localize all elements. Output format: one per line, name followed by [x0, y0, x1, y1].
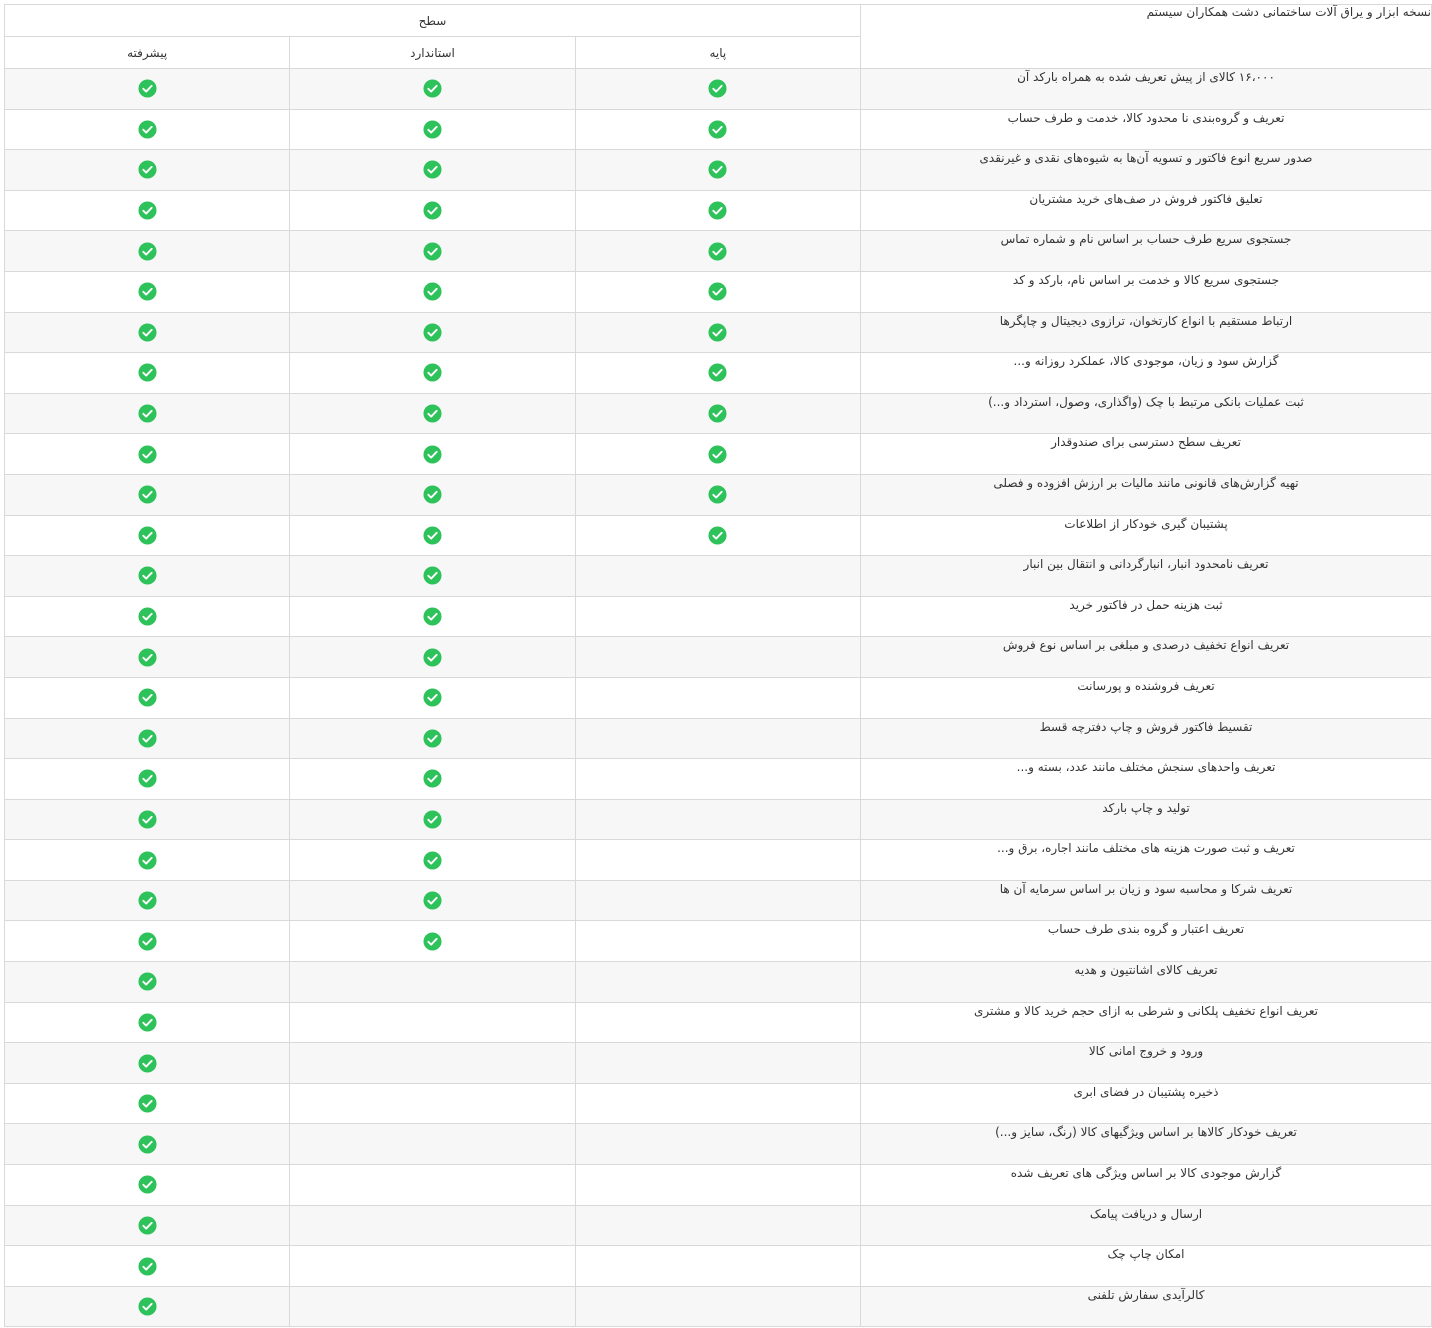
feature-comparison-table [4, 4, 1432, 1327]
table-row [5, 1083, 1432, 1124]
cell-standard [290, 596, 575, 637]
cell-advanced [5, 353, 290, 394]
table-title: نسخه ابزار و یراق آلات ساختمانی دشت همکاران سیستم [861, 5, 1432, 69]
check-circle-icon [138, 201, 157, 220]
check-circle-icon [138, 282, 157, 301]
check-circle-icon [423, 323, 442, 342]
feature-label: امکان چاپ چک [861, 1246, 1432, 1287]
check-circle-icon [138, 688, 157, 707]
check-circle-icon [708, 363, 727, 382]
cell-basic [575, 434, 860, 475]
cell-standard [290, 312, 575, 353]
cell-standard [290, 962, 575, 1003]
cell-basic [575, 150, 860, 191]
cell-standard [290, 231, 575, 272]
check-circle-icon [423, 79, 442, 98]
feature-label: ۱۶،۰۰۰ کالای از پیش تعریف شده به همراه بارکد آن [861, 69, 1432, 110]
feature-label: ارتباط مستقیم با انواع کارتخوان، ترازوی دیجیتال و چاپگرها [861, 312, 1432, 353]
check-circle-icon [138, 445, 157, 464]
cell-advanced [5, 69, 290, 110]
check-circle-icon [138, 769, 157, 788]
cell-standard [290, 677, 575, 718]
cell-basic [575, 474, 860, 515]
cell-basic [575, 759, 860, 800]
cell-standard [290, 840, 575, 881]
cell-advanced [5, 515, 290, 556]
check-circle-icon [423, 769, 442, 788]
check-circle-icon [138, 1297, 157, 1316]
table-row [5, 596, 1432, 637]
feature-label: گزارش سود و زیان، موجودی کالا، عملکرد روزانه و... [861, 353, 1432, 394]
plan-header-basic: پایه [575, 37, 860, 69]
feature-label: تعلیق فاکتور فروش در صف‌های خرید مشتریان [861, 190, 1432, 231]
cell-standard [290, 1165, 575, 1206]
cell-standard [290, 799, 575, 840]
check-circle-icon [708, 160, 727, 179]
cell-basic [575, 69, 860, 110]
cell-basic [575, 312, 860, 353]
check-circle-icon [138, 160, 157, 179]
table-row [5, 1043, 1432, 1084]
cell-standard [290, 393, 575, 434]
feature-label: جستجوی سریع طرف حساب بر اساس نام و شماره تماس [861, 231, 1432, 272]
check-circle-icon [423, 810, 442, 829]
cell-basic [575, 1286, 860, 1327]
check-circle-icon [423, 120, 442, 139]
feature-label: تعریف سطح دسترسی برای صندوقدار [861, 434, 1432, 475]
check-circle-icon [423, 729, 442, 748]
cell-basic [575, 1165, 860, 1206]
feature-label: تعریف واحدهای سنجش مختلف مانند عدد، بسته و... [861, 759, 1432, 800]
table-row [5, 1286, 1432, 1327]
cell-advanced [5, 718, 290, 759]
check-circle-icon [423, 648, 442, 667]
table-row [5, 190, 1432, 231]
check-circle-icon [138, 323, 157, 342]
cell-advanced [5, 393, 290, 434]
cell-basic [575, 271, 860, 312]
cell-standard [290, 150, 575, 191]
check-circle-icon [138, 1054, 157, 1073]
feature-label: تعریف شرکا و محاسبه سود و زیان بر اساس سرمایه آن ها [861, 880, 1432, 921]
table-row [5, 759, 1432, 800]
check-circle-icon [138, 729, 157, 748]
check-circle-icon [708, 323, 727, 342]
check-circle-icon [708, 404, 727, 423]
feature-label: تعریف و گروه‌بندی نا محدود کالا، خدمت و طرف حساب [861, 109, 1432, 150]
feature-label: تولید و چاپ بارکد [861, 799, 1432, 840]
cell-advanced [5, 1246, 290, 1287]
cell-basic [575, 718, 860, 759]
cell-advanced [5, 150, 290, 191]
feature-label: تعریف انواع تخفیف درصدی و مبلغی بر اساس نوع فروش [861, 637, 1432, 678]
cell-standard [290, 921, 575, 962]
table-row [5, 353, 1432, 394]
cell-basic [575, 921, 860, 962]
cell-advanced [5, 962, 290, 1003]
table-row [5, 556, 1432, 597]
cell-standard [290, 759, 575, 800]
check-circle-icon [708, 445, 727, 464]
cell-advanced [5, 637, 290, 678]
feature-label: ورود و خروج امانی کالا [861, 1043, 1432, 1084]
cell-basic [575, 596, 860, 637]
cell-advanced [5, 109, 290, 150]
cell-basic [575, 1205, 860, 1246]
check-circle-icon [138, 1175, 157, 1194]
check-circle-icon [423, 891, 442, 910]
cell-basic [575, 677, 860, 718]
feature-label: کالرآیدی سفارش تلفنی [861, 1286, 1432, 1327]
cell-basic [575, 962, 860, 1003]
cell-basic [575, 1124, 860, 1165]
feature-label: تعریف کالای اشانتیون و هدیه [861, 962, 1432, 1003]
cell-advanced [5, 596, 290, 637]
check-circle-icon [423, 404, 442, 423]
cell-basic [575, 1043, 860, 1084]
table-row [5, 515, 1432, 556]
check-circle-icon [423, 445, 442, 464]
check-circle-icon [138, 1257, 157, 1276]
check-circle-icon [708, 201, 727, 220]
check-circle-icon [138, 1094, 157, 1113]
table-row [5, 312, 1432, 353]
check-circle-icon [708, 282, 727, 301]
check-circle-icon [423, 607, 442, 626]
check-circle-icon [423, 363, 442, 382]
table-row [5, 150, 1432, 191]
check-circle-icon [423, 932, 442, 951]
cell-standard [290, 1043, 575, 1084]
feature-label: تعریف انواع تخفیف پلکانی و شرطی به ازای حجم خرید کالا و مشتری [861, 1002, 1432, 1043]
cell-advanced [5, 1205, 290, 1246]
check-circle-icon [138, 810, 157, 829]
cell-standard [290, 109, 575, 150]
cell-basic [575, 1246, 860, 1287]
plan-header-standard: استاندارد [290, 37, 575, 69]
cell-advanced [5, 1083, 290, 1124]
feature-label: تعریف فروشنده و پورسانت [861, 677, 1432, 718]
table-row [5, 231, 1432, 272]
cell-standard [290, 1286, 575, 1327]
cell-basic [575, 840, 860, 881]
cell-advanced [5, 677, 290, 718]
table-row [5, 271, 1432, 312]
table-row [5, 962, 1432, 1003]
cell-standard [290, 271, 575, 312]
cell-advanced [5, 1043, 290, 1084]
cell-basic [575, 799, 860, 840]
cell-advanced [5, 190, 290, 231]
table-row [5, 474, 1432, 515]
feature-label: ارسال و دریافت پیامک [861, 1205, 1432, 1246]
check-circle-icon [423, 526, 442, 545]
cell-standard [290, 718, 575, 759]
table-row [5, 1205, 1432, 1246]
feature-label: جستجوی سریع کالا و خدمت بر اساس نام، بارکد و کد [861, 271, 1432, 312]
check-circle-icon [138, 648, 157, 667]
check-circle-icon [708, 526, 727, 545]
cell-standard [290, 190, 575, 231]
cell-advanced [5, 231, 290, 272]
check-circle-icon [423, 566, 442, 585]
check-circle-icon [138, 1013, 157, 1032]
table-body [5, 69, 1432, 1327]
table-row [5, 1165, 1432, 1206]
cell-basic [575, 515, 860, 556]
table-row [5, 1002, 1432, 1043]
table-row [5, 880, 1432, 921]
cell-advanced [5, 759, 290, 800]
check-circle-icon [138, 485, 157, 504]
table-row [5, 434, 1432, 475]
feature-label: تعریف خودکار کالاها بر اساس ویژگیهای کالا (رنگ، سایز و...) [861, 1124, 1432, 1165]
cell-advanced [5, 799, 290, 840]
cell-advanced [5, 312, 290, 353]
level-header: سطح [5, 5, 861, 37]
check-circle-icon [423, 242, 442, 261]
check-circle-icon [138, 851, 157, 870]
cell-standard [290, 1124, 575, 1165]
cell-standard [290, 434, 575, 475]
cell-basic [575, 880, 860, 921]
cell-standard [290, 474, 575, 515]
feature-label: ذخیره پشتیبان در فضای ابری [861, 1083, 1432, 1124]
table-row [5, 840, 1432, 881]
cell-basic [575, 393, 860, 434]
check-circle-icon [138, 363, 157, 382]
cell-advanced [5, 1165, 290, 1206]
cell-advanced [5, 1286, 290, 1327]
check-circle-icon [138, 607, 157, 626]
check-circle-icon [423, 485, 442, 504]
cell-basic [575, 637, 860, 678]
feature-label: تقسیط فاکتور فروش و چاپ دفترچه قسط [861, 718, 1432, 759]
cell-standard [290, 353, 575, 394]
table-row [5, 921, 1432, 962]
cell-advanced [5, 1002, 290, 1043]
cell-advanced [5, 434, 290, 475]
check-circle-icon [423, 851, 442, 870]
cell-standard [290, 1246, 575, 1287]
table-row [5, 718, 1432, 759]
feature-label: تعریف اعتبار و گروه بندی طرف حساب [861, 921, 1432, 962]
feature-label: تعریف نامحدود انبار، انبارگردانی و انتقال بین انبار [861, 556, 1432, 597]
check-circle-icon [138, 1216, 157, 1235]
cell-advanced [5, 840, 290, 881]
feature-label: گزارش موجودی کالا بر اساس ویژگی های تعریف شده [861, 1165, 1432, 1206]
feature-label: ثبت عملیات بانکی مرتبط با چک (واگذاری، وصول، استرداد و...) [861, 393, 1432, 434]
cell-basic [575, 1083, 860, 1124]
check-circle-icon [423, 160, 442, 179]
check-circle-icon [708, 79, 727, 98]
table-row [5, 109, 1432, 150]
check-circle-icon [708, 120, 727, 139]
feature-label: تهیه گزارش‌های قانونی مانند مالیات بر ارزش افزوده و فصلی [861, 474, 1432, 515]
cell-advanced [5, 880, 290, 921]
feature-label: تعریف و ثبت صورت هزینه های مختلف مانند اجاره، برق و... [861, 840, 1432, 881]
table-row [5, 799, 1432, 840]
cell-advanced [5, 1124, 290, 1165]
table-row [5, 677, 1432, 718]
check-circle-icon [138, 566, 157, 585]
cell-advanced [5, 921, 290, 962]
check-circle-icon [708, 242, 727, 261]
check-circle-icon [138, 932, 157, 951]
cell-basic [575, 231, 860, 272]
check-circle-icon [138, 891, 157, 910]
check-circle-icon [138, 1135, 157, 1154]
cell-basic [575, 190, 860, 231]
cell-basic [575, 1002, 860, 1043]
check-circle-icon [138, 120, 157, 139]
cell-advanced [5, 556, 290, 597]
plan-header-advanced: پیشرفته [5, 37, 290, 69]
cell-basic [575, 109, 860, 150]
check-circle-icon [138, 404, 157, 423]
feature-label: پشتیبان گیری خودکار از اطلاعات [861, 515, 1432, 556]
check-circle-icon [708, 485, 727, 504]
table-row [5, 637, 1432, 678]
check-circle-icon [138, 242, 157, 261]
check-circle-icon [423, 282, 442, 301]
table-row [5, 1246, 1432, 1287]
cell-standard [290, 880, 575, 921]
table-row [5, 69, 1432, 110]
table-row [5, 393, 1432, 434]
cell-standard [290, 515, 575, 556]
cell-basic [575, 556, 860, 597]
cell-basic [575, 353, 860, 394]
feature-label: صدور سریع انوع فاکتور و تسویه آن‌ها به شیوه‌های نقدی و غیرنقدی [861, 150, 1432, 191]
check-circle-icon [138, 79, 157, 98]
check-circle-icon [138, 526, 157, 545]
check-circle-icon [423, 201, 442, 220]
table-row [5, 1124, 1432, 1165]
check-circle-icon [138, 972, 157, 991]
cell-standard [290, 1083, 575, 1124]
cell-advanced [5, 474, 290, 515]
cell-standard [290, 556, 575, 597]
cell-advanced [5, 271, 290, 312]
cell-standard [290, 637, 575, 678]
check-circle-icon [423, 688, 442, 707]
cell-standard [290, 69, 575, 110]
feature-label: ثبت هزینه حمل در فاکتور خرید [861, 596, 1432, 637]
cell-standard [290, 1002, 575, 1043]
cell-standard [290, 1205, 575, 1246]
